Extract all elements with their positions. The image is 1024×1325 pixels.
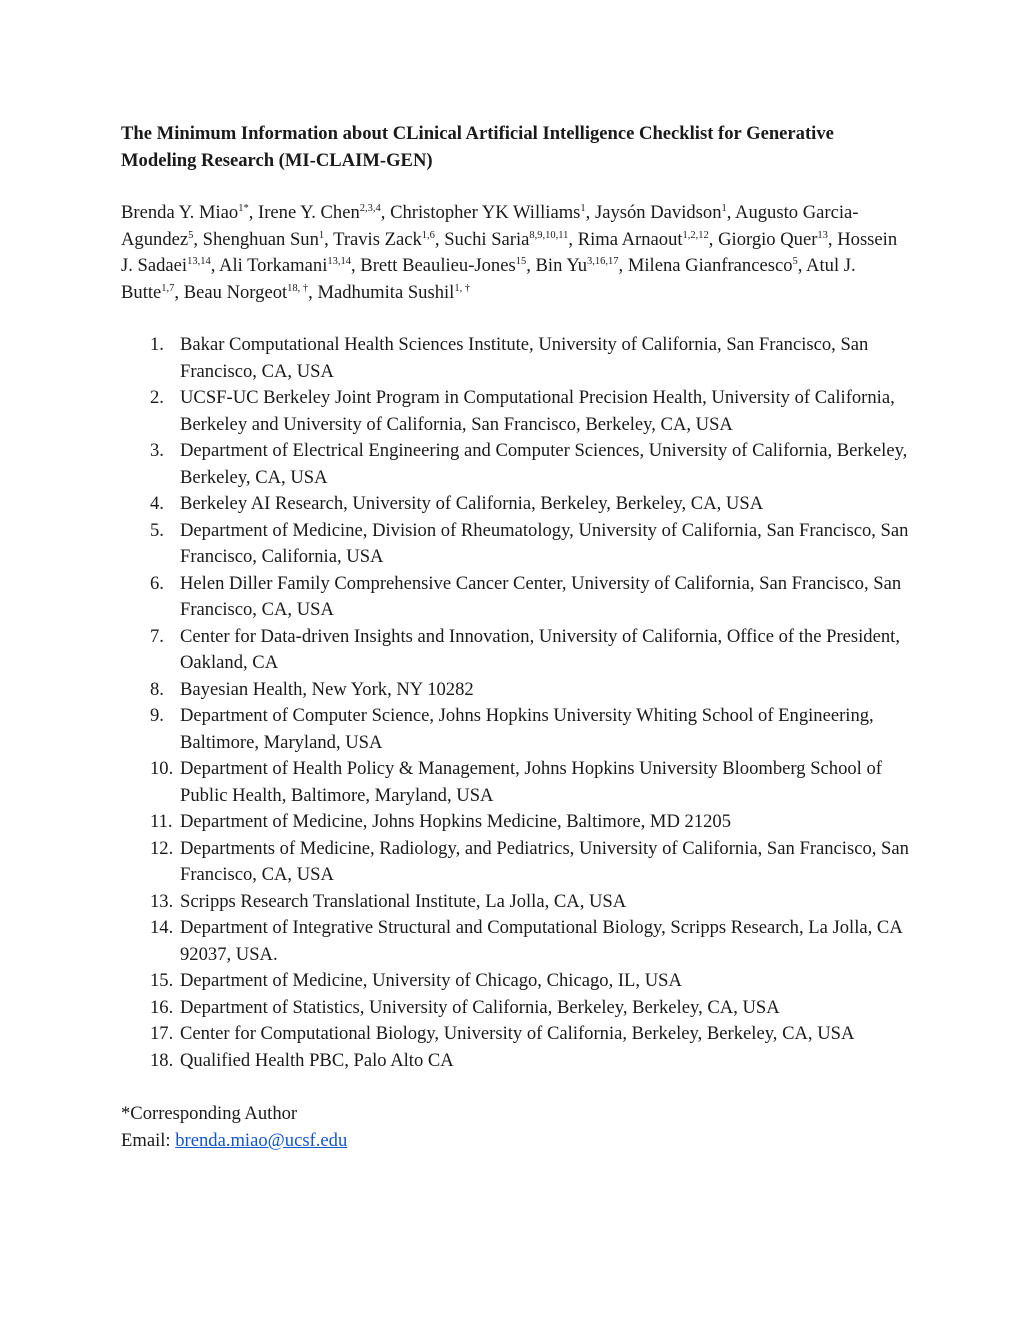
affiliation-number: 16. (150, 996, 174, 1018)
affiliation-item (121, 438, 911, 491)
affiliation-number: 14. (150, 917, 174, 938)
email-label: Email: (121, 1130, 176, 1151)
author-name: Ali Torkamani (219, 255, 328, 276)
affiliation-number: 1. (150, 334, 164, 355)
affiliation-item (121, 1048, 911, 1075)
author-name: Rima Arnaout (577, 228, 683, 250)
affiliation-text: Berkeley AI Research, University of California, Berkeley, Berkeley, CA, USA (180, 493, 764, 514)
author-affiliation-marker: 13,14 (187, 256, 211, 267)
author (390, 202, 586, 223)
author-name: Travis Zack (333, 228, 422, 250)
author (333, 229, 435, 250)
author-affiliation-marker: 15 (515, 256, 527, 267)
author (360, 255, 526, 276)
affiliation-number: 11. (150, 811, 173, 832)
author-name: Augusto Garcia-Agundez (121, 202, 859, 250)
author-affiliation-marker: 1 (318, 229, 325, 241)
affiliation-item (121, 624, 911, 677)
affiliation-text: Center for Data-driven Insights and Innovation, University of California, Office of the President, Oakland, CA (180, 625, 900, 673)
author-affiliation-marker: 1* (238, 203, 249, 214)
document-page (121, 120, 911, 1154)
author (444, 229, 568, 250)
affiliation-item (121, 703, 911, 756)
author (121, 202, 249, 223)
author-affiliation-marker: 18, † (287, 282, 309, 294)
affiliation-text: Department of Electrical Engineering and Computer Sciences, University of California, Berkeley, Berkeley, CA, USA (180, 440, 908, 488)
author (203, 229, 324, 250)
affiliation-number: 5. (150, 519, 164, 541)
affiliation-text: Qualified Health PBC, Palo Alto CA (180, 1049, 454, 1071)
affiliation-number: 6. (150, 572, 164, 594)
affiliation-text: Helen Diller Family Comprehensive Cancer Center, University of California, San Francisco, San Francisco, CA, USA (180, 572, 902, 620)
author-name: Bin Yu (535, 255, 588, 276)
affiliation-text: Department of Statistics, University of California, Berkeley, Berkeley, CA, USA (180, 996, 780, 1018)
author (628, 255, 798, 276)
author (595, 202, 727, 223)
author-name: Jaysón Davidson (594, 202, 722, 223)
affiliation-item (121, 889, 911, 916)
affiliation-text: Department of Health Policy & Management, Johns Hopkins University Bloomberg School of Public Health, Baltimore, Maryland, USA (180, 758, 882, 806)
author-affiliation-marker: 1 (580, 203, 586, 214)
author (184, 282, 308, 303)
affiliation-item (121, 968, 911, 995)
author-affiliation-marker: 8,9,10,11 (529, 229, 569, 241)
author (718, 229, 828, 250)
affiliation-number: 4. (150, 493, 164, 514)
email-line (121, 1127, 911, 1154)
affiliation-text: Department of Medicine, University of Chicago, Chicago, IL, USA (180, 970, 682, 991)
author-list: Brenda Y. Miao$^{1*}$, Irene Y. Chen$^{2,3,4}$, Christopher YK Williams$^1$, Jaysón Davidson$^1$, Augusto Garcia-Agundez$^5$, Shenghuan Sun$^1$, Travis Zack$^{1,6}$, Suchi Saria$^{8,9,10,11}$, Rima Arnaout$^{1,2,12}$, Giorgio Quer$^{13}$, Hossein J. Sadaei$^{13,14}$, Ali Torkamani$^{13,14}$, Brett Beaulieu-Jones$^{15}$, Bin Yu$^{3,16,17}$, Milena Gianfrancesco$^5$, Atul J. Butte$^{1,7}$, Beau Norgeot$^{18, \dagger}$, Madhumita Sushil$^{1, \dagger}$ (121, 202, 898, 303)
affiliation-item (121, 518, 911, 571)
author-name: Madhumita Sushil (317, 281, 455, 303)
author-name: Brenda Y. Miao (121, 202, 239, 223)
author-name: Atul J. Butte (121, 255, 856, 303)
author-affiliation-marker: 1,6 (421, 229, 435, 241)
author-affiliation-marker: 1, † (454, 282, 471, 294)
author-name: Giorgio Quer (718, 228, 818, 250)
author-affiliation-marker: 1,7 (161, 282, 175, 294)
affiliation-text: Bayesian Health, New York, NY 10282 (180, 678, 474, 700)
author (536, 255, 619, 276)
author-name: Irene Y. Chen (258, 202, 360, 223)
affiliation-text: UCSF-UC Berkeley Joint Program in Computational Precision Health, University of California, Berkeley and University of California, San Francisco, Berkeley, CA, USA (180, 387, 895, 435)
affiliation-number: 18. (150, 1049, 174, 1071)
author (578, 229, 709, 250)
affiliation-item (121, 995, 911, 1022)
affiliation-text: Department of Integrative Structural and Computational Biology, Scripps Research, La Jolla, CA 92037, USA. (180, 917, 902, 965)
affiliation-number: 15. (150, 970, 174, 991)
affiliation-number: 9. (150, 705, 164, 726)
author (219, 255, 351, 276)
paper-title: The Minimum Information about CLinical Artificial Intelligence Checklist for Generative Modeling Research (MI-CLAIM-GEN) (121, 123, 834, 171)
affiliation-number: 2. (150, 387, 164, 408)
affiliation-number: 13. (150, 890, 174, 912)
affiliation-item (121, 915, 911, 968)
affiliation-list (121, 332, 911, 1074)
author-affiliation-marker: 13 (817, 229, 828, 241)
author-affiliation-marker: 2,3,4 (359, 203, 381, 214)
affiliation-text: Scripps Research Translational Institute, La Jolla, CA, USA (180, 890, 627, 912)
author-affiliation-marker: 1,2,12 (682, 229, 709, 241)
affiliation-text: Center for Computational Biology, University of California, Berkeley, Berkeley, CA, USA (180, 1023, 855, 1044)
affiliation-item (121, 756, 911, 809)
affiliation-number: 8. (150, 678, 164, 700)
affiliation-text: Department of Medicine, Division of Rheumatology, University of California, San Francisco, San Francisco, California, USA (180, 519, 909, 567)
affiliation-item (121, 332, 911, 385)
affiliation-text: Department of Medicine, Johns Hopkins Medicine, Baltimore, MD 21205 (180, 811, 732, 832)
author-affiliation-marker: 5 (792, 256, 798, 267)
author-affiliation-marker: 1 (721, 203, 727, 214)
author-name: Christopher YK Williams (390, 202, 581, 223)
affiliation-item (121, 677, 911, 704)
author (258, 202, 381, 223)
affiliation-item (121, 491, 911, 518)
author-name: Suchi Saria (444, 228, 530, 250)
affiliation-number: 7. (150, 625, 164, 647)
affiliation-number: 12. (150, 837, 174, 859)
affiliation-text: Departments of Medicine, Radiology, and Pediatrics, University of California, San Francisco, San Francisco, CA, USA (180, 837, 909, 885)
author-name: Brett Beaulieu-Jones (360, 255, 516, 276)
author-name: Shenghuan Sun (202, 228, 319, 250)
author-affiliation-marker: 13,14 (327, 256, 351, 267)
affiliation-item (121, 571, 911, 624)
author-affiliation-marker: 5 (188, 229, 194, 241)
affiliation-item (121, 1021, 911, 1048)
author-name: Hossein J. Sadaei (121, 228, 898, 276)
corresponding-author-label: *Corresponding Author (121, 1103, 298, 1124)
affiliation-number: 3. (150, 440, 164, 461)
affiliation-text: Bakar Computational Health Sciences Institute, University of California, San Francisco, San Francisco, CA, USA (180, 334, 869, 382)
email-link[interactable]: brenda.miao@ucsf.edu (175, 1130, 348, 1151)
affiliation-item (121, 836, 911, 889)
affiliation-number: 17. (150, 1023, 174, 1044)
affiliation-item (121, 809, 911, 836)
affiliation-number: 10. (150, 758, 174, 779)
affiliation-text: Department of Computer Science, Johns Hopkins University Whiting School of Engineering, Baltimore, Maryland, USA (180, 705, 874, 753)
author-name: Beau Norgeot (183, 281, 288, 303)
author-name: Milena Gianfrancesco (627, 255, 793, 276)
author (317, 282, 470, 303)
author-affiliation-marker: 3,16,17 (587, 256, 619, 267)
corresponding-author-block (121, 1100, 911, 1154)
affiliation-item (121, 385, 911, 438)
